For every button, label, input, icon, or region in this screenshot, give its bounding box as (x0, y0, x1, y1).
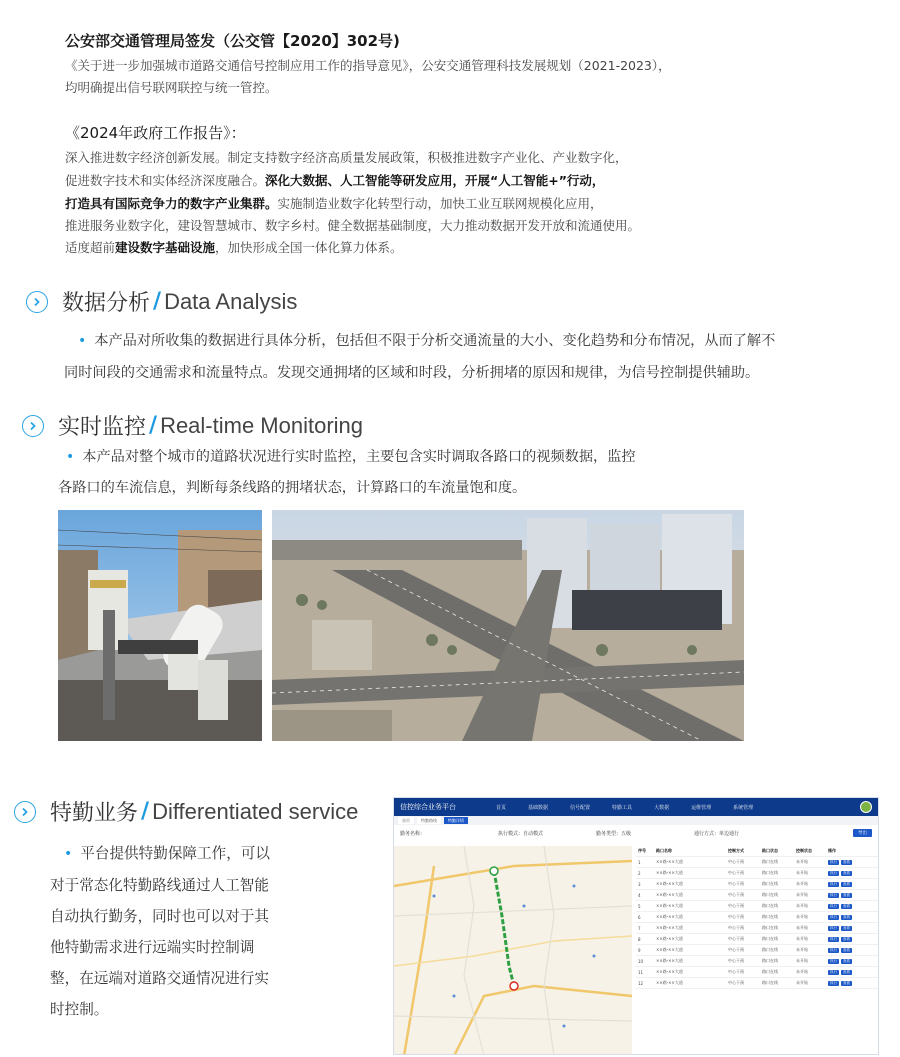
view-button[interactable]: 查看 (843, 958, 850, 963)
table-cell: 中心干预 (728, 914, 744, 919)
table-row (636, 934, 879, 945)
row-actions (828, 882, 852, 887)
chevron-right-circle-icon (26, 291, 48, 313)
service-line-4: 他特勤需求进行远端实时控制调 (50, 939, 255, 956)
table-cell: 路口在线 (762, 969, 778, 974)
table-cell: 路口在线 (762, 947, 778, 952)
table-header-cell: 控制方式 (728, 848, 744, 853)
table-cell: 路口在线 (762, 892, 778, 897)
view-button[interactable]: 查看 (843, 947, 850, 952)
section-slash: / (149, 413, 158, 438)
view-button[interactable]: 查看 (843, 870, 850, 875)
table-body (636, 857, 879, 989)
table-cell: ××路-××大道 (656, 958, 683, 963)
report-line-2-bold: 深化大数据、人工智能等研发应用，开展“人工智能+”行动， (265, 173, 605, 188)
info-type: 勤务类型：五级 (596, 830, 632, 837)
info-name: 勤务名称： (400, 830, 426, 837)
table-cell: 路口在线 (762, 925, 778, 930)
table-cell: ××路-××大道 (656, 859, 683, 864)
view-button[interactable]: 查看 (843, 980, 850, 985)
analysis-text-1: 本产品对所收集的数据进行具体分析，包括但不限于分析交通流量的大小、变化趋势和分布情况，从而了解不 (94, 333, 776, 349)
dashboard-info-bar (394, 825, 878, 841)
section-analysis-heading (26, 286, 297, 317)
monitoring-para-line-1 (66, 442, 636, 472)
table-header-cell: 路口名称 (656, 848, 672, 853)
table-cell: 10 (638, 958, 644, 964)
table-cell: 中心干预 (728, 925, 744, 930)
section-service-heading (14, 796, 358, 827)
table-cell: 未开始 (796, 859, 808, 864)
table-cell: 中心干预 (728, 936, 744, 941)
table-cell: 中心干预 (728, 969, 744, 974)
row-actions (828, 915, 852, 920)
table-row (636, 857, 879, 868)
report-line-1: 深入推进数字经济创新发展。制定支持数字经济高质量发展政策，积极推进数字产业化、产业数字化， (65, 150, 628, 165)
execute-button[interactable]: 执行 (830, 947, 837, 952)
table-cell: 2 (638, 870, 641, 876)
execute-button[interactable]: 执行 (830, 881, 837, 886)
bullet: • (64, 846, 73, 862)
service-line-3: 自动执行勤务，同时也可以对于其 (50, 908, 269, 925)
nav-item[interactable]: 系统管理 (733, 804, 754, 811)
table-header-cell: 路口状态 (762, 848, 778, 853)
table-cell: 3 (638, 881, 641, 887)
row-actions (828, 937, 852, 942)
table-row (636, 923, 879, 934)
view-button[interactable]: 查看 (843, 881, 850, 886)
policy-line-2: 均明确提出信号联网联控与统一管控。 (65, 80, 278, 95)
view-button[interactable]: 查看 (843, 903, 850, 908)
table-cell: 9 (638, 947, 641, 953)
bullet: • (78, 333, 87, 349)
table-cell: 11 (638, 969, 644, 975)
tab-home[interactable]: 首页 (398, 817, 414, 824)
table-cell: ××路-××大道 (656, 969, 683, 974)
nav-item[interactable]: 基础数据 (528, 804, 549, 811)
section-analysis-title-en: Data Analysis (164, 288, 298, 314)
execute-button[interactable]: 执行 (830, 903, 837, 908)
analysis-para-line-2: 同时间段的交通需求和流量特点。发现交通拥堵的区域和时段，分析拥堵的原因和规律，为信号控制提供辅助。 (64, 365, 760, 381)
report-line-5-post: ，加快形成全国一体化算力体系。 (215, 240, 403, 255)
table-cell: 中心干预 (728, 947, 744, 952)
execute-button[interactable]: 执行 (830, 859, 837, 864)
dashboard-header (394, 798, 878, 816)
table-cell: ××路-××大道 (656, 881, 683, 886)
view-button[interactable]: 查看 (843, 969, 850, 974)
table-cell: 未开始 (796, 980, 808, 985)
service-paragraph (50, 838, 340, 1025)
execute-button[interactable]: 执行 (830, 925, 837, 930)
table-cell: 路口在线 (762, 859, 778, 864)
table-row (636, 945, 879, 956)
chevron-right-circle-icon (22, 415, 44, 437)
section-service-title-en: Differentiated service (152, 798, 359, 824)
report-line-5-bold: 建设数字基础设施 (115, 240, 216, 255)
section-slash: / (153, 289, 162, 314)
table-cell: 12 (638, 980, 644, 986)
nav-item[interactable]: 信号配置 (570, 804, 591, 811)
section-service-title-cn: 特勤业务 (50, 801, 139, 826)
table-cell: 路口在线 (762, 936, 778, 941)
table-cell: ××路-××大道 (656, 925, 683, 930)
row-actions (828, 981, 852, 986)
table-cell: 中心干预 (728, 870, 744, 875)
table-cell: 1 (638, 859, 641, 865)
table-cell: 8 (638, 936, 641, 942)
table-cell: 中心干预 (728, 958, 744, 963)
table-cell: 未开始 (796, 881, 808, 886)
table-header-row (636, 846, 879, 857)
table-cell: 未开始 (796, 969, 808, 974)
nav-item[interactable]: 大数据 (654, 804, 670, 811)
nav-item[interactable]: 首页 (496, 804, 507, 811)
camera-photo (58, 510, 262, 741)
dashboard-nav (496, 804, 753, 811)
table-row (636, 978, 879, 989)
table-cell: 未开始 (796, 925, 808, 930)
export-button[interactable]: 导出 (853, 829, 872, 837)
nav-item[interactable]: 特勤工具 (612, 804, 633, 811)
table-cell: 7 (638, 925, 641, 931)
report-line-5-pre: 适度超前 (65, 240, 116, 255)
report-line-2 (65, 171, 604, 189)
intersection-table (636, 846, 879, 989)
row-actions (828, 904, 852, 909)
table-cell: 4 (638, 892, 641, 898)
table-cell: 路口在线 (762, 914, 778, 919)
row-actions (828, 926, 852, 931)
tab-route[interactable]: 特勤路线 (417, 817, 441, 824)
table-cell: 5 (638, 903, 641, 909)
table-cell: 中心干预 (728, 859, 744, 864)
table-cell: ××路-××大道 (656, 947, 683, 952)
dashboard-title: 信控综合业务平台 (400, 803, 456, 811)
table-cell: 中心干预 (728, 903, 744, 908)
analysis-para-line-1 (78, 326, 775, 356)
table-cell: 路口在线 (762, 870, 778, 875)
execute-button[interactable]: 执行 (830, 870, 837, 875)
table-cell: ××路-××大道 (656, 870, 683, 875)
table-header-cell: 操作 (828, 848, 836, 853)
table-cell: 中心干预 (728, 892, 744, 897)
nav-item[interactable]: 运维管理 (691, 804, 712, 811)
report-line-3-bold: 打造具有国际竞争力的数字产业集群。 (65, 196, 278, 211)
table-cell: 未开始 (796, 936, 808, 941)
row-actions (828, 970, 852, 975)
table-row (636, 912, 879, 923)
view-button[interactable]: 查看 (843, 859, 850, 864)
table-cell: 6 (638, 914, 641, 920)
table-header-cell: 序号 (638, 848, 646, 853)
table-cell: 路口在线 (762, 881, 778, 886)
dashboard-tabs (394, 816, 878, 825)
view-button[interactable]: 查看 (843, 925, 850, 930)
execute-button[interactable]: 执行 (830, 892, 837, 897)
report-title: 《2024年政府工作报告》： (65, 124, 246, 142)
report-line-4: 推进服务业数字化，建设智慧城市、数字乡村。健全数据基础制度，大力推动数据开发开放和流通使用。 (65, 218, 641, 233)
section-monitoring-heading (22, 410, 363, 441)
avatar[interactable] (860, 801, 872, 813)
table-cell: ××路-××大道 (656, 903, 683, 908)
execute-button[interactable]: 执行 (830, 980, 837, 985)
dashboard-screenshot (393, 797, 879, 1055)
intersection-aerial-photo (272, 510, 744, 741)
table-cell: 中心干预 (728, 980, 744, 985)
table-row (636, 956, 879, 967)
info-mode: 执行模式：自动模式 (498, 830, 544, 837)
policy-title: 公安部交通管理局签发（公交管【2020】302号) (65, 32, 400, 50)
info-pass: 通行方式：单边通行 (694, 830, 740, 837)
table-cell: 中心干预 (728, 881, 744, 886)
table-row (636, 890, 879, 901)
execute-button[interactable]: 执行 (830, 936, 837, 941)
section-slash: / (141, 799, 150, 824)
service-line-6: 时控制。 (50, 1001, 109, 1018)
table-header-cell: 控制状态 (796, 848, 812, 853)
report-line-2-plain: 促进数字技术和实体经济深度融合。 (65, 173, 266, 188)
section-monitoring-title-cn: 实时监控 (58, 415, 147, 440)
table-row (636, 901, 879, 912)
row-actions (828, 959, 852, 964)
row-actions (828, 860, 852, 865)
service-line-5: 整，在远端对道路交通情况进行实 (50, 970, 269, 987)
table-cell: 未开始 (796, 947, 808, 952)
execute-button[interactable]: 执行 (830, 969, 837, 974)
section-monitoring-title-en: Real-time Monitoring (160, 412, 364, 438)
tab-detail[interactable]: 特勤详情 (444, 817, 468, 824)
table-cell: 未开始 (796, 892, 808, 897)
row-actions (828, 893, 852, 898)
row-actions (828, 871, 852, 876)
table-cell: ××路-××大道 (656, 936, 683, 941)
table-cell: ××路-××大道 (656, 892, 683, 897)
table-row (636, 879, 879, 890)
view-button[interactable]: 查看 (843, 892, 850, 897)
view-button[interactable]: 查看 (843, 936, 850, 941)
execute-button[interactable]: 执行 (830, 958, 837, 963)
monitoring-text-1: 本产品对整个城市的道路状况进行实时监控，主要包含实时调取各路口的视频数据，监控 (82, 449, 636, 465)
table-cell: 路口在线 (762, 903, 778, 908)
table-row (636, 868, 879, 879)
report-line-3 (65, 194, 603, 212)
table-cell: 未开始 (796, 958, 808, 963)
table-row (636, 967, 879, 978)
route-map[interactable] (394, 846, 632, 1055)
chevron-right-circle-icon (14, 801, 36, 823)
report-line-5 (65, 238, 403, 256)
table-cell: ××路-××大道 (656, 914, 683, 919)
service-line-2: 对于常态化特勤路线通过人工智能 (50, 877, 269, 894)
section-analysis-title-cn: 数据分析 (62, 291, 151, 316)
service-line-1 (50, 838, 340, 870)
table-cell: ××路-××大道 (656, 980, 683, 985)
policy-line-1: 《关于进一步加强城市道路交通信号控制应用工作的指导意见》，公安交通管理科技发展规划（2021-2023）， (65, 58, 671, 73)
table-cell: 未开始 (796, 914, 808, 919)
service-text-1: 平台提供特勤保障工作，可以 (80, 845, 270, 862)
monitoring-para-line-2: 各路口的车流信息，判断每条线路的拥堵状态，计算路口的车流量饱和度。 (58, 480, 527, 496)
table-cell: 路口在线 (762, 958, 778, 963)
table-cell: 未开始 (796, 870, 808, 875)
report-line-3-plain: 实施制造业数字化转型行动，加快工业互联网规模化应用， (277, 196, 603, 211)
table-cell: 未开始 (796, 903, 808, 908)
view-button[interactable]: 查看 (843, 914, 850, 919)
row-actions (828, 948, 852, 953)
bullet: • (66, 449, 75, 465)
table-cell: 路口在线 (762, 980, 778, 985)
execute-button[interactable]: 执行 (830, 914, 837, 919)
